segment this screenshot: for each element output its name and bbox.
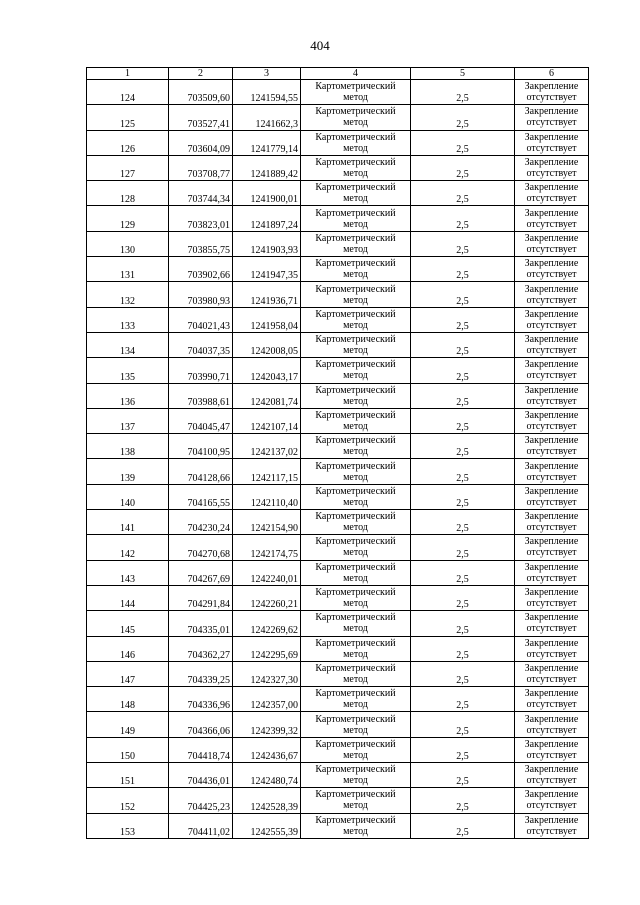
x-coordinate-cell: 703988,61	[169, 383, 233, 408]
accuracy-cell: 2,5	[411, 560, 515, 585]
fixation-cell: Закрепление отсутствует	[515, 155, 589, 180]
method-cell: Картометрический метод	[301, 434, 411, 459]
method-cell: Картометрический метод	[301, 358, 411, 383]
fixation-cell: Закрепление отсутствует	[515, 408, 589, 433]
table-row	[87, 484, 589, 509]
table-row	[87, 130, 589, 155]
table-row	[87, 636, 589, 661]
accuracy-cell: 2,5	[411, 206, 515, 231]
y-coordinate-cell: 1242107,14	[233, 408, 301, 433]
method-cell: Картометрический метод	[301, 484, 411, 509]
x-coordinate-cell: 704045,47	[169, 408, 233, 433]
fixation-cell: Закрепление отсутствует	[515, 459, 589, 484]
accuracy-cell: 2,5	[411, 611, 515, 636]
table-row	[87, 358, 589, 383]
method-cell: Картометрический метод	[301, 459, 411, 484]
x-coordinate-cell: 704230,24	[169, 510, 233, 535]
fixation-cell: Закрепление отсутствует	[515, 535, 589, 560]
point-number-cell: 139	[87, 459, 169, 484]
y-coordinate-cell: 1242295,69	[233, 636, 301, 661]
accuracy-cell: 2,5	[411, 130, 515, 155]
x-coordinate-cell: 704128,66	[169, 459, 233, 484]
x-coordinate-cell: 703708,77	[169, 155, 233, 180]
x-coordinate-cell: 703604,09	[169, 130, 233, 155]
fixation-cell: Закрепление отсутствует	[515, 560, 589, 585]
method-cell: Картометрический метод	[301, 763, 411, 788]
method-cell: Картометрический метод	[301, 231, 411, 256]
table-row	[87, 763, 589, 788]
accuracy-cell: 2,5	[411, 105, 515, 130]
table-row	[87, 307, 589, 332]
table-row	[87, 282, 589, 307]
fixation-cell: Закрепление отсутствует	[515, 231, 589, 256]
x-coordinate-cell: 704366,06	[169, 712, 233, 737]
method-cell: Картометрический метод	[301, 130, 411, 155]
fixation-cell: Закрепление отсутствует	[515, 788, 589, 813]
y-coordinate-cell: 1242043,17	[233, 358, 301, 383]
fixation-cell: Закрепление отсутствует	[515, 80, 589, 105]
fixation-cell: Закрепление отсутствует	[515, 661, 589, 686]
fixation-cell: Закрепление отсутствует	[515, 712, 589, 737]
point-number-cell: 137	[87, 408, 169, 433]
table-row	[87, 661, 589, 686]
accuracy-cell: 2,5	[411, 383, 515, 408]
method-cell: Картометрический метод	[301, 282, 411, 307]
y-coordinate-cell: 1242555,39	[233, 813, 301, 838]
column-header: 1	[87, 68, 169, 80]
table-row	[87, 510, 589, 535]
table-header-row	[87, 68, 589, 80]
fixation-cell: Закрепление отсутствует	[515, 484, 589, 509]
point-number-cell: 127	[87, 155, 169, 180]
accuracy-cell: 2,5	[411, 510, 515, 535]
accuracy-cell: 2,5	[411, 434, 515, 459]
y-coordinate-cell: 1242110,40	[233, 484, 301, 509]
accuracy-cell: 2,5	[411, 535, 515, 560]
table-row	[87, 434, 589, 459]
x-coordinate-cell: 704270,68	[169, 535, 233, 560]
method-cell: Картометрический метод	[301, 307, 411, 332]
column-header: 5	[411, 68, 515, 80]
x-coordinate-cell: 703990,71	[169, 358, 233, 383]
y-coordinate-cell: 1241662,3	[233, 105, 301, 130]
method-cell: Картометрический метод	[301, 105, 411, 130]
x-coordinate-cell: 703902,66	[169, 257, 233, 282]
x-coordinate-cell: 704291,84	[169, 585, 233, 610]
fixation-cell: Закрепление отсутствует	[515, 181, 589, 206]
table-row	[87, 459, 589, 484]
x-coordinate-cell: 704335,01	[169, 611, 233, 636]
y-coordinate-cell: 1242480,74	[233, 763, 301, 788]
accuracy-cell: 2,5	[411, 484, 515, 509]
method-cell: Картометрический метод	[301, 155, 411, 180]
point-number-cell: 134	[87, 332, 169, 357]
table-row	[87, 813, 589, 838]
table-row	[87, 611, 589, 636]
table-row	[87, 535, 589, 560]
x-coordinate-cell: 703509,60	[169, 80, 233, 105]
accuracy-cell: 2,5	[411, 585, 515, 610]
point-number-cell: 133	[87, 307, 169, 332]
x-coordinate-cell: 704021,43	[169, 307, 233, 332]
x-coordinate-cell: 704425,23	[169, 788, 233, 813]
fixation-cell: Закрепление отсутствует	[515, 130, 589, 155]
table-row	[87, 408, 589, 433]
fixation-cell: Закрепление отсутствует	[515, 585, 589, 610]
y-coordinate-cell: 1241958,04	[233, 307, 301, 332]
fixation-cell: Закрепление отсутствует	[515, 737, 589, 762]
method-cell: Картометрический метод	[301, 535, 411, 560]
fixation-cell: Закрепление отсутствует	[515, 307, 589, 332]
accuracy-cell: 2,5	[411, 712, 515, 737]
table-row	[87, 206, 589, 231]
table-row	[87, 332, 589, 357]
method-cell: Картометрический метод	[301, 737, 411, 762]
y-coordinate-cell: 1242174,75	[233, 535, 301, 560]
method-cell: Картометрический метод	[301, 636, 411, 661]
y-coordinate-cell: 1242269,62	[233, 611, 301, 636]
y-coordinate-cell: 1241897,24	[233, 206, 301, 231]
x-coordinate-cell: 704100,95	[169, 434, 233, 459]
y-coordinate-cell: 1242436,67	[233, 737, 301, 762]
y-coordinate-cell: 1241936,71	[233, 282, 301, 307]
fixation-cell: Закрепление отсутствует	[515, 358, 589, 383]
accuracy-cell: 2,5	[411, 332, 515, 357]
accuracy-cell: 2,5	[411, 636, 515, 661]
accuracy-cell: 2,5	[411, 661, 515, 686]
point-number-cell: 148	[87, 687, 169, 712]
y-coordinate-cell: 1242117,15	[233, 459, 301, 484]
point-number-cell: 150	[87, 737, 169, 762]
method-cell: Картометрический метод	[301, 611, 411, 636]
y-coordinate-cell: 1241779,14	[233, 130, 301, 155]
method-cell: Картометрический метод	[301, 510, 411, 535]
y-coordinate-cell: 1242399,32	[233, 712, 301, 737]
table-row	[87, 687, 589, 712]
fixation-cell: Закрепление отсутствует	[515, 332, 589, 357]
method-cell: Картометрический метод	[301, 332, 411, 357]
coordinates-table	[86, 67, 589, 839]
y-coordinate-cell: 1241947,35	[233, 257, 301, 282]
table-row	[87, 737, 589, 762]
x-coordinate-cell: 704418,74	[169, 737, 233, 762]
point-number-cell: 146	[87, 636, 169, 661]
fixation-cell: Закрепление отсутствует	[515, 206, 589, 231]
point-number-cell: 145	[87, 611, 169, 636]
accuracy-cell: 2,5	[411, 763, 515, 788]
x-coordinate-cell: 703823,01	[169, 206, 233, 231]
x-coordinate-cell: 704411,02	[169, 813, 233, 838]
column-header: 3	[233, 68, 301, 80]
accuracy-cell: 2,5	[411, 80, 515, 105]
point-number-cell: 126	[87, 130, 169, 155]
accuracy-cell: 2,5	[411, 181, 515, 206]
accuracy-cell: 2,5	[411, 788, 515, 813]
accuracy-cell: 2,5	[411, 257, 515, 282]
x-coordinate-cell: 704336,96	[169, 687, 233, 712]
method-cell: Картометрический метод	[301, 788, 411, 813]
point-number-cell: 153	[87, 813, 169, 838]
table-row	[87, 585, 589, 610]
point-number-cell: 151	[87, 763, 169, 788]
y-coordinate-cell: 1241594,55	[233, 80, 301, 105]
table-row	[87, 560, 589, 585]
column-header: 6	[515, 68, 589, 80]
method-cell: Картометрический метод	[301, 585, 411, 610]
accuracy-cell: 2,5	[411, 231, 515, 256]
accuracy-cell: 2,5	[411, 307, 515, 332]
point-number-cell: 149	[87, 712, 169, 737]
point-number-cell: 125	[87, 105, 169, 130]
table-row	[87, 155, 589, 180]
fixation-cell: Закрепление отсутствует	[515, 636, 589, 661]
x-coordinate-cell: 704362,27	[169, 636, 233, 661]
method-cell: Картометрический метод	[301, 813, 411, 838]
y-coordinate-cell: 1242081,74	[233, 383, 301, 408]
fixation-cell: Закрепление отсутствует	[515, 257, 589, 282]
accuracy-cell: 2,5	[411, 459, 515, 484]
x-coordinate-cell: 703855,75	[169, 231, 233, 256]
fixation-cell: Закрепление отсутствует	[515, 434, 589, 459]
accuracy-cell: 2,5	[411, 358, 515, 383]
method-cell: Картометрический метод	[301, 257, 411, 282]
y-coordinate-cell: 1242137,02	[233, 434, 301, 459]
accuracy-cell: 2,5	[411, 737, 515, 762]
y-coordinate-cell: 1242154,90	[233, 510, 301, 535]
point-number-cell: 138	[87, 434, 169, 459]
accuracy-cell: 2,5	[411, 813, 515, 838]
table-row	[87, 257, 589, 282]
y-coordinate-cell: 1241900,01	[233, 181, 301, 206]
method-cell: Картометрический метод	[301, 560, 411, 585]
x-coordinate-cell: 704037,35	[169, 332, 233, 357]
table-row	[87, 80, 589, 105]
method-cell: Картометрический метод	[301, 383, 411, 408]
method-cell: Картометрический метод	[301, 408, 411, 433]
point-number-cell: 129	[87, 206, 169, 231]
accuracy-cell: 2,5	[411, 282, 515, 307]
column-header: 2	[169, 68, 233, 80]
method-cell: Картометрический метод	[301, 712, 411, 737]
fixation-cell: Закрепление отсутствует	[515, 383, 589, 408]
method-cell: Картометрический метод	[301, 661, 411, 686]
y-coordinate-cell: 1242327,30	[233, 661, 301, 686]
x-coordinate-cell: 703744,34	[169, 181, 233, 206]
point-number-cell: 132	[87, 282, 169, 307]
table-row	[87, 788, 589, 813]
accuracy-cell: 2,5	[411, 155, 515, 180]
fixation-cell: Закрепление отсутствует	[515, 763, 589, 788]
point-number-cell: 131	[87, 257, 169, 282]
fixation-cell: Закрепление отсутствует	[515, 611, 589, 636]
method-cell: Картометрический метод	[301, 206, 411, 231]
point-number-cell: 144	[87, 585, 169, 610]
fixation-cell: Закрепление отсутствует	[515, 687, 589, 712]
fixation-cell: Закрепление отсутствует	[515, 510, 589, 535]
x-coordinate-cell: 704165,55	[169, 484, 233, 509]
method-cell: Картометрический метод	[301, 687, 411, 712]
method-cell: Картометрический метод	[301, 181, 411, 206]
y-coordinate-cell: 1242240,01	[233, 560, 301, 585]
fixation-cell: Закрепление отсутствует	[515, 282, 589, 307]
point-number-cell: 143	[87, 560, 169, 585]
x-coordinate-cell: 704267,69	[169, 560, 233, 585]
y-coordinate-cell: 1241903,93	[233, 231, 301, 256]
table-row	[87, 712, 589, 737]
table-row	[87, 231, 589, 256]
fixation-cell: Закрепление отсутствует	[515, 105, 589, 130]
y-coordinate-cell: 1241889,42	[233, 155, 301, 180]
y-coordinate-cell: 1242008,05	[233, 332, 301, 357]
point-number-cell: 152	[87, 788, 169, 813]
point-number-cell: 141	[87, 510, 169, 535]
point-number-cell: 130	[87, 231, 169, 256]
accuracy-cell: 2,5	[411, 687, 515, 712]
point-number-cell: 147	[87, 661, 169, 686]
x-coordinate-cell: 704339,25	[169, 661, 233, 686]
table-row	[87, 105, 589, 130]
point-number-cell: 128	[87, 181, 169, 206]
y-coordinate-cell: 1242357,00	[233, 687, 301, 712]
page-number: 404	[310, 38, 330, 53]
accuracy-cell: 2,5	[411, 408, 515, 433]
y-coordinate-cell: 1242528,39	[233, 788, 301, 813]
column-header: 4	[301, 68, 411, 80]
x-coordinate-cell: 704436,01	[169, 763, 233, 788]
point-number-cell: 136	[87, 383, 169, 408]
y-coordinate-cell: 1242260,21	[233, 585, 301, 610]
point-number-cell: 140	[87, 484, 169, 509]
point-number-cell: 135	[87, 358, 169, 383]
fixation-cell: Закрепление отсутствует	[515, 813, 589, 838]
point-number-cell: 142	[87, 535, 169, 560]
table-row	[87, 383, 589, 408]
x-coordinate-cell: 703980,93	[169, 282, 233, 307]
x-coordinate-cell: 703527,41	[169, 105, 233, 130]
method-cell: Картометрический метод	[301, 80, 411, 105]
table-row	[87, 181, 589, 206]
point-number-cell: 124	[87, 80, 169, 105]
